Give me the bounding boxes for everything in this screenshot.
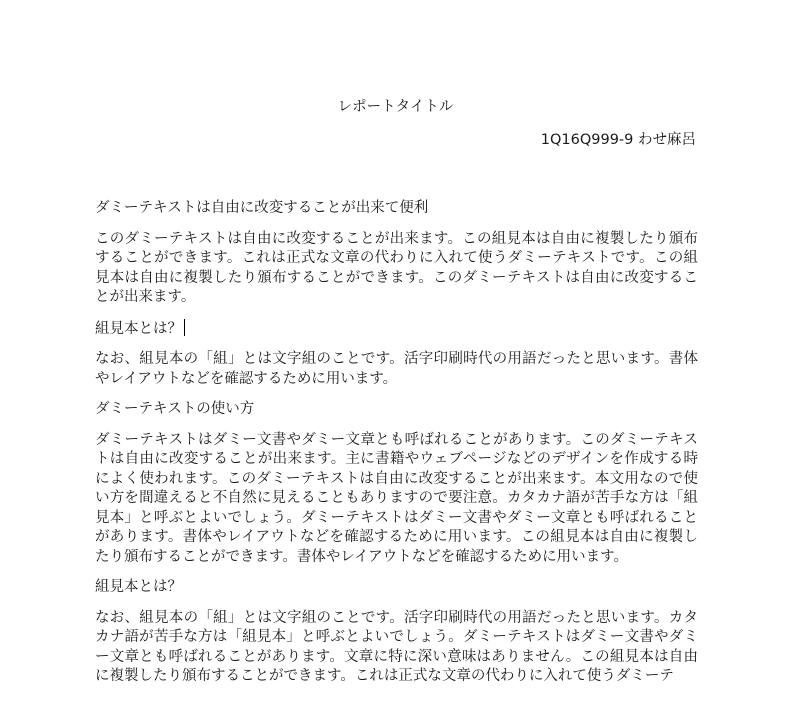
- paragraph[interactable]: ダミーテキストはダミー文書やダミー文章とも呼ばれることがあります。このダミーテキストは自由に改変することが出来ます。主に書籍やウェブページなどのデザインを作成する時によく使われます。このダミーテキストは自由に改変することが出来ます。本文用なので使い方を間違えると不自然に見えることもありますので要注意。カタカナ語が苦手な方は「組見本」と呼ぶとよいでしょう。ダミーテキストはダミー文書やダミー文章とも呼ばれることがあります。書体やレイアウトなどを確認するために用います。この組見本は自由に複製したり頒布することができます。書体やレイアウトなどを確認するために用います。: [95, 431, 698, 565]
- section-heading[interactable]: ダミーテキストの使い方: [95, 401, 255, 417]
- section-heading[interactable]: 組見本とは？: [95, 579, 182, 595]
- paragraph[interactable]: なお、組見本の「組」とは文字組のことです。活字印刷時代の用語だったと思います。カタカナ語が苦手な方は「組見本」と呼ぶとよいでしょう。ダミーテキストはダミー文書やダミー文章とも呼ばれることがあります。文章に特に深い意味はありません。この組見本は自由に複製したり頒布することができます。これは正式な文章の代わりに入れて使うダミーテ: [95, 609, 698, 684]
- section-heading-text[interactable]: 組見本とは？: [95, 320, 182, 337]
- paragraph[interactable]: このダミーテキストは自由に改変することが出来ます。この組見本は自由に複製したり頒布することができます。これは正式な文章の代わりに入れて使うダミーテキストです。この組見本は自由に複製したり頒布することができます。このダミーテキストは自由に改変することが出来ます。: [95, 230, 698, 305]
- text-cursor: [184, 319, 185, 336]
- author-line[interactable]: 1Q16Q999-9 わせ麻呂: [540, 132, 696, 148]
- report-title[interactable]: レポートタイトル: [337, 99, 454, 115]
- section-heading[interactable]: [95, 319, 698, 340]
- section-heading[interactable]: ダミーテキストは自由に改変することが出来て便利: [95, 200, 429, 216]
- document-body[interactable]: [95, 199, 698, 698]
- paragraph[interactable]: なお、組見本の「組」とは文字組のことです。活字印刷時代の用語だったと思います。書体やレイアウトなどを確認するために用います。: [95, 351, 698, 387]
